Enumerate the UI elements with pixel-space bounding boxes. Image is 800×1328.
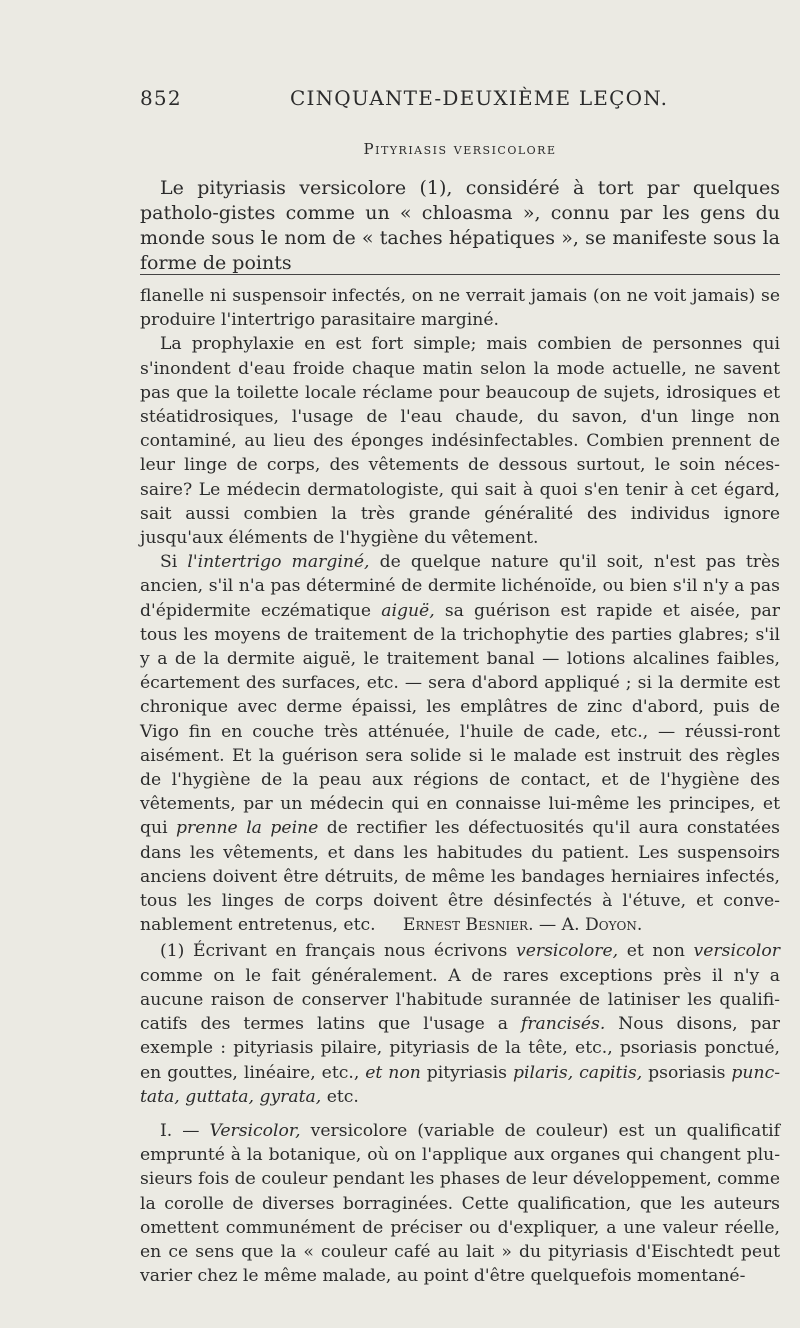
paragraph-3: Si l'intertrigo marginé, de quelque nature qu'il soit, n'est pas très ancien, s'il n'a pas déterminé de dermite lichénoïde, ou bien s'il n'y a pas d'épidermite eczématique aiguë, sa guérison est rapide et aisée, par tous les moyens de traitement de la trichophytie des parties glabres; s'il y a de la dermite aiguë, le traitement banal — lotions alcalines faibles, écartement des surfaces, etc. — sera d'abord appliqué ; si la dermite est chronique avec derme épaissi, les emplâtres de zinc d'abord, puis de Vigo fin en couche très atténuée, l'huile de cade, etc., — réussi-ront aisément. Et la guérison sera solide si le malade est instruit des règles de l'hygiène de la peau aux régions de contact, et de l'hygiène des vêtements, par un médecin qui en connaisse lui-même les principes, et qui prenne la peine de rectifier les défectuosités qu'il aura constatées dans les vêtements, et dans les habitudes du patient. Les suspensoirs anciens doivent être détruits, de même les bandages herniaires infectés, tous les linges de corps doivent être désinfectés à l'étuve, et conve-nablement entretenus, etc. Ernest Besnier. — A. Doyon. — [140, 552, 780, 936]
paragraph-2: La prophylaxie en est fort simple; mais combien de personnes qui s'inondent d'eau froide chaque matin selon la mode actuelle, ne savent pas que la toilette locale réclame pour beaucoup de sujets, idrosiques et stéatidrosiques, l'usage de l'eau chaude, du savon, d'un linge non contaminé, au lieu des éponges indésinfectables. Combien prennent de leur linge de corps, des vêtements de dessous surtout, le soin néces-saire? Le médecin dermatologiste, qui sait à quoi s'en tenir à cet égard, sait aussi combien la très grande généralité des individus ignore jusqu'aux éléments de l'hygiène du vêtement. — [140, 334, 780, 549]
footnote-1: (1) Écrivant en français nous écrivons versicolore, et non versicolor comme on le fait généralement. A de rares exceptions près il n'y a aucune raison de conserver l'habitude surannée de latiniser les qualifi-catifs des termes latins que l'usage a francisés. Nous disons, par exemple : pityriasis pilaire, pityriasis de la tête, etc., psoriasis ponctué, en gouttes, linéaire, etc., et non pityriasis pilaris, capitis, psoriasis punc-tata, guttata, gyrata, etc. — [140, 941, 780, 1107]
continued-text — [140, 284, 780, 1288]
page-number: 852 — [140, 86, 182, 110]
intro-paragraph: Le pityriasis versicolore (1), considéré à tort par quelques patholo-gistes comme un « chloasma », connu par les gens du monde sous le nom de « taches hépatiques », se manifeste sous la forme de points — [140, 177, 780, 274]
section-title: Pityriasis versicolore — [363, 140, 557, 158]
author-signature: Ernest Besnier. — A. Doyon. — [402, 915, 643, 936]
paragraph-1: flanelle ni suspensoir infectés, on ne verrait jamais (on ne voit jamais) se produire l'intertrigo parasitaire marginé. — [140, 286, 780, 331]
footnote-2: I. — Versicolor, versicolore (variable de couleur) est un qualificatif emprunté à la botanique, où on l'applique aux organes qui changent plu-sieurs fois de couleur pendant les phases de leur développement, comme la corolle de diverses borraginées. Cette qualification, que les auteurs omettent communément de préciser ou d'expliquer, a une valeur réelle, en ce sens que la « couleur café au lait » du pityriasis d'Eischtedt peut varier chez le même malade, au point d'être quelquefois momentané- — [140, 1120, 780, 1287]
section-divider — [140, 274, 780, 275]
running-head: CINQUANTE-DEUXIÈME LEÇON. — [290, 86, 669, 110]
